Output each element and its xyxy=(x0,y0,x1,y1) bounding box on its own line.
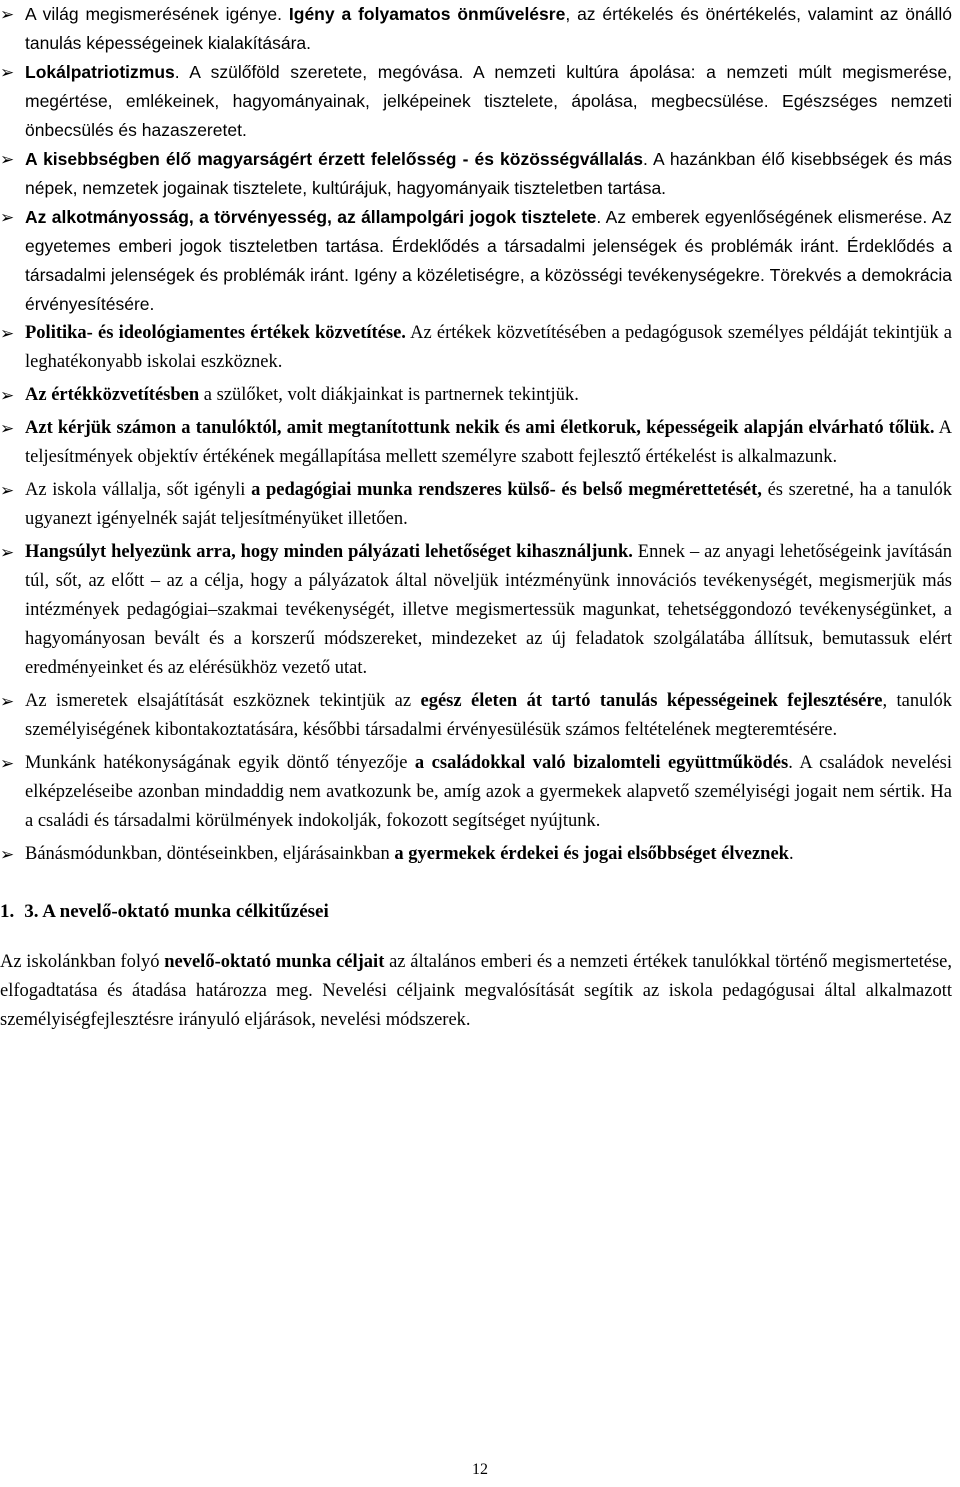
list-item xyxy=(0,840,952,869)
text: Bánásmódunkban, döntéseinkben, eljárásainkban xyxy=(25,844,395,864)
list-item xyxy=(0,538,952,683)
text: . xyxy=(788,844,794,864)
arrow-bullet-icon: ➢ xyxy=(0,543,15,562)
text: és szeretné, ha a tanulók ugyanezt igényelnék saját teljesítményüket illetően. xyxy=(25,480,952,529)
list-item xyxy=(0,203,952,319)
arrow-bullet-icon: ➢ xyxy=(0,845,15,864)
page-number: 12 xyxy=(472,1461,488,1478)
arrow-bullet-icon: ➢ xyxy=(0,481,15,500)
bold-text: Azt kérjük számon a tanulóktól, amit megtanítottunk nekik és ami életkoruk, képességeik alapján elvárható tőlük. xyxy=(25,418,935,438)
arrow-bullet-icon: ➢ xyxy=(0,419,15,438)
text: Az értékek közvetítésében a pedagógusok személyes példáját tekintjük a leghatékonyabb iskolai eszköznek. xyxy=(25,323,952,372)
bold-text: Az értékközvetítésben xyxy=(25,385,200,405)
text: . A családok nevelési elképzeléseibe azonban mindaddig nem avatkozunk be, amíg azok a gyermekek alapvető személyiségi jogait nem sértik. Ha a családi és társadalmi körülmények indokolják, fokozott segítséget nyújtunk. xyxy=(25,753,952,831)
arrow-bullet-icon: ➢ xyxy=(0,692,15,711)
section-title: 3. A nevelő-oktató munka célkitűzései xyxy=(24,901,329,922)
bold-text: Hangsúlyt helyezünk arra, hogy minden pályázati lehetőséget kihasználjunk. xyxy=(25,542,633,562)
arrow-bullet-icon: ➢ xyxy=(0,324,15,343)
bold-text: egész életen át tartó tanulás képességeinek fejlesztésére xyxy=(420,691,883,711)
bold-text: Igény a folyamatos önművelésre xyxy=(288,4,566,24)
text: Az ismeretek elsajátítását eszköznek tekintjük az xyxy=(25,691,421,711)
text: A teljesítmények objektív értékének megállapítása mellett személyre szabott fejlesztő értékelést is alkalmazunk. xyxy=(25,418,953,467)
list-item xyxy=(0,687,952,745)
section-heading xyxy=(0,897,952,926)
arrow-bullet-icon: ➢ xyxy=(0,5,15,24)
bold-text: Lokálpatriotizmus xyxy=(25,62,175,82)
section-number: 1. xyxy=(0,901,15,922)
bold-text: nevelő-oktató munka céljait xyxy=(164,952,385,972)
bold-text: Az alkotmányosság, a törvényesség, az állampolgári jogok tisztelete xyxy=(25,207,597,227)
text: , tanulók személyiségének kibontakoztatására, későbbi társadalmi érvényesülésük számos feltételének megteremtésére. xyxy=(25,691,952,740)
list-item xyxy=(0,749,952,836)
bold-text: A kisebbségben élő magyarságért érzett felelősség - és közösségvállalás xyxy=(25,149,644,169)
text: A világ megismerésének igénye. xyxy=(25,4,289,24)
text: . A szülőföld szeretete, megóvása. A nemzeti kultúra ápolása: a nemzeti múlt megismerése, megértése, emlékeinek, hagyományainak, jelképeinek tisztelete, ápolása, megbecsülése. Egészséges nemzeti önbecsülés és hazaszeretet. xyxy=(25,62,952,140)
list-item xyxy=(0,0,952,58)
list-item xyxy=(0,414,952,472)
arrow-bullet-icon: ➢ xyxy=(0,754,15,773)
text: Munkánk hatékonyságának egyik döntő tényezője xyxy=(25,753,415,773)
arrow-bullet-icon: ➢ xyxy=(0,386,15,405)
list-item xyxy=(0,476,952,534)
bold-text: a családokkal való bizalomteli együttműködés xyxy=(414,753,789,773)
text: a szülőket, volt diákjainkat is partnernek tekintjük. xyxy=(199,385,579,405)
text: az általános emberi és a nemzeti értékek tanulókkal történő megismertetése, elfogadtatása és átadása határozza meg. Nevelési céljaink megvalósítását segítik az iskola pedagógusai által alkalmazott személyiségfejlesztésre irányuló eljárások, nevelési módszerek. xyxy=(0,952,952,1030)
bold-text: a pedagógiai munka rendszeres külső- és belső megmérettetését, xyxy=(251,480,762,500)
arrow-bullet-icon: ➢ xyxy=(0,208,15,227)
arrow-bullet-icon: ➢ xyxy=(0,63,15,82)
text: Ennek – az anyagi lehetőségeink javításán túl, sőt, az előtt – az a célja, hogy a pályázatok által növeljük intézményünk innovációs tevékenységét, megismerjük más intézmények pedagógiai–szakmai tevékenységét, illetve megismertessük magunkat, tehetséggondozó tevékenységünket, a hagyományosan bevált és a korszerű módszereket, mindezeket az új feladatok szolgálatába állítsuk, bemutassuk elért eredményeinket és az elérésükhöz vezető utat. xyxy=(25,542,952,678)
text: Az iskolánkban folyó xyxy=(0,952,165,972)
list-item xyxy=(0,145,952,203)
bold-text: Politika- és ideológiamentes értékek közvetítése. xyxy=(25,323,406,343)
arrow-bullet-icon: ➢ xyxy=(0,150,15,169)
list-item xyxy=(0,319,952,377)
text: , az értékelés és önértékelés, valamint az önálló tanulás képességeinek kialakítására. xyxy=(25,4,952,53)
list-item xyxy=(0,381,952,410)
text: . A hazánkban élő kisebbségek és más népek, nemzetek jogainak tisztelete, kultúrájuk, hagyományaik tiszteletben tartása. xyxy=(25,149,952,198)
intro-paragraph xyxy=(0,948,952,1035)
text: . Az emberek egyenlőségének elismerése. Az egyetemes emberi jogok tiszteletben tartása. Érdeklődés a társadalmi jelenségek és problémák iránt. Érdeklődés a társadalmi jelenségek és problémák iránt. Igény a közéletiségre, a közösségi tevékenységekre. Törekvés a demokrácia érvényesítésére. xyxy=(25,207,952,314)
text: Az iskola vállalja, sőt igényli xyxy=(25,480,252,500)
list-item xyxy=(0,58,952,145)
bold-text: a gyermekek érdekei és jogai elsőbbséget élveznek xyxy=(394,844,789,864)
